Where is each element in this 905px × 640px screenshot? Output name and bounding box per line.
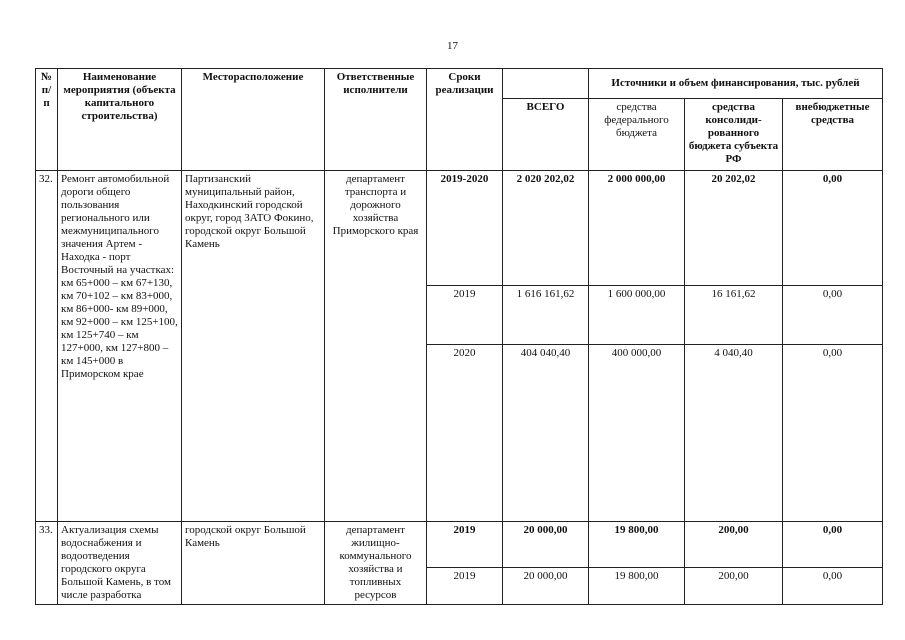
period-regional: 20 202,02 [685,171,783,286]
period-federal: 1 600 000,00 [589,286,685,345]
period-federal: 400 000,00 [589,345,685,522]
table-row [36,522,883,568]
table-row [36,171,883,286]
header-total: ВСЕГО [503,99,589,171]
row-location: Партизанский муниципальный район, Находкинский городской округ, город ЗАТО Фокино, городской округ Большой Камень [182,171,325,522]
period-total: 20 000,00 [503,522,589,568]
row-location: городской округ Большой Камень [182,522,325,605]
period-term: 2019 [427,286,503,345]
period-term: 2019-2020 [427,171,503,286]
period-term: 2019 [427,567,503,604]
period-regional: 16 161,62 [685,286,783,345]
period-extra: 0,00 [783,345,883,522]
header-funding-group: Источники и объем финансирования, тыс. рублей [589,69,883,99]
period-extra: 0,00 [783,286,883,345]
period-extra: 0,00 [783,522,883,568]
header-empty [503,69,589,99]
row-responsible: департамент жилищно-коммунального хозяйства и топливных ресурсов [325,522,427,605]
header-responsible: Ответственные исполнители [325,69,427,171]
period-extra: 0,00 [783,171,883,286]
period-regional: 4 040,40 [685,345,783,522]
header-num: № п/п [36,69,58,171]
header-terms: Сроки реализации [427,69,503,171]
period-regional: 200,00 [685,567,783,604]
header-federal: средства федерального бюджета [589,99,685,171]
period-federal: 2 000 000,00 [589,171,685,286]
period-federal: 19 800,00 [589,567,685,604]
period-term: 2019 [427,522,503,568]
period-total: 20 000,00 [503,567,589,604]
page-number: 17 [447,40,458,52]
period-federal: 19 800,00 [589,522,685,568]
period-total: 1 616 161,62 [503,286,589,345]
header-extra: внебюджетные средства [783,99,883,171]
row-num: 33. [36,522,58,605]
header-location: Месторасположение [182,69,325,171]
period-total: 2 020 202,02 [503,171,589,286]
period-extra: 0,00 [783,567,883,604]
row-num: 32. [36,171,58,522]
row-responsible: департамент транспорта и дорожного хозяйства Приморского края [325,171,427,522]
period-total: 404 040,40 [503,345,589,522]
header-name: Наименование мероприятия (объекта капитального строительства) [58,69,182,171]
period-term: 2020 [427,345,503,522]
header-regional: средства консолиди-рованного бюджета субъекта РФ [685,99,783,171]
row-name: Актуализация схемы водоснабжения и водоотведения городского округа Большой Камень, в том числе разработка [58,522,182,605]
row-name: Ремонт автомобильной дороги общего пользования регионального или межмуниципального значения Артем - Находка - порт Восточный на участках: км 65+000 – км 67+130, км 70+102 – км 83+000, км 86+000- км 89+000, км 92+000 – км 125+100, км 125+740 – км 127+000, км 127+800 – км 145+000 в Приморском крае [58,171,182,522]
funding-table [35,68,883,605]
period-regional: 200,00 [685,522,783,568]
